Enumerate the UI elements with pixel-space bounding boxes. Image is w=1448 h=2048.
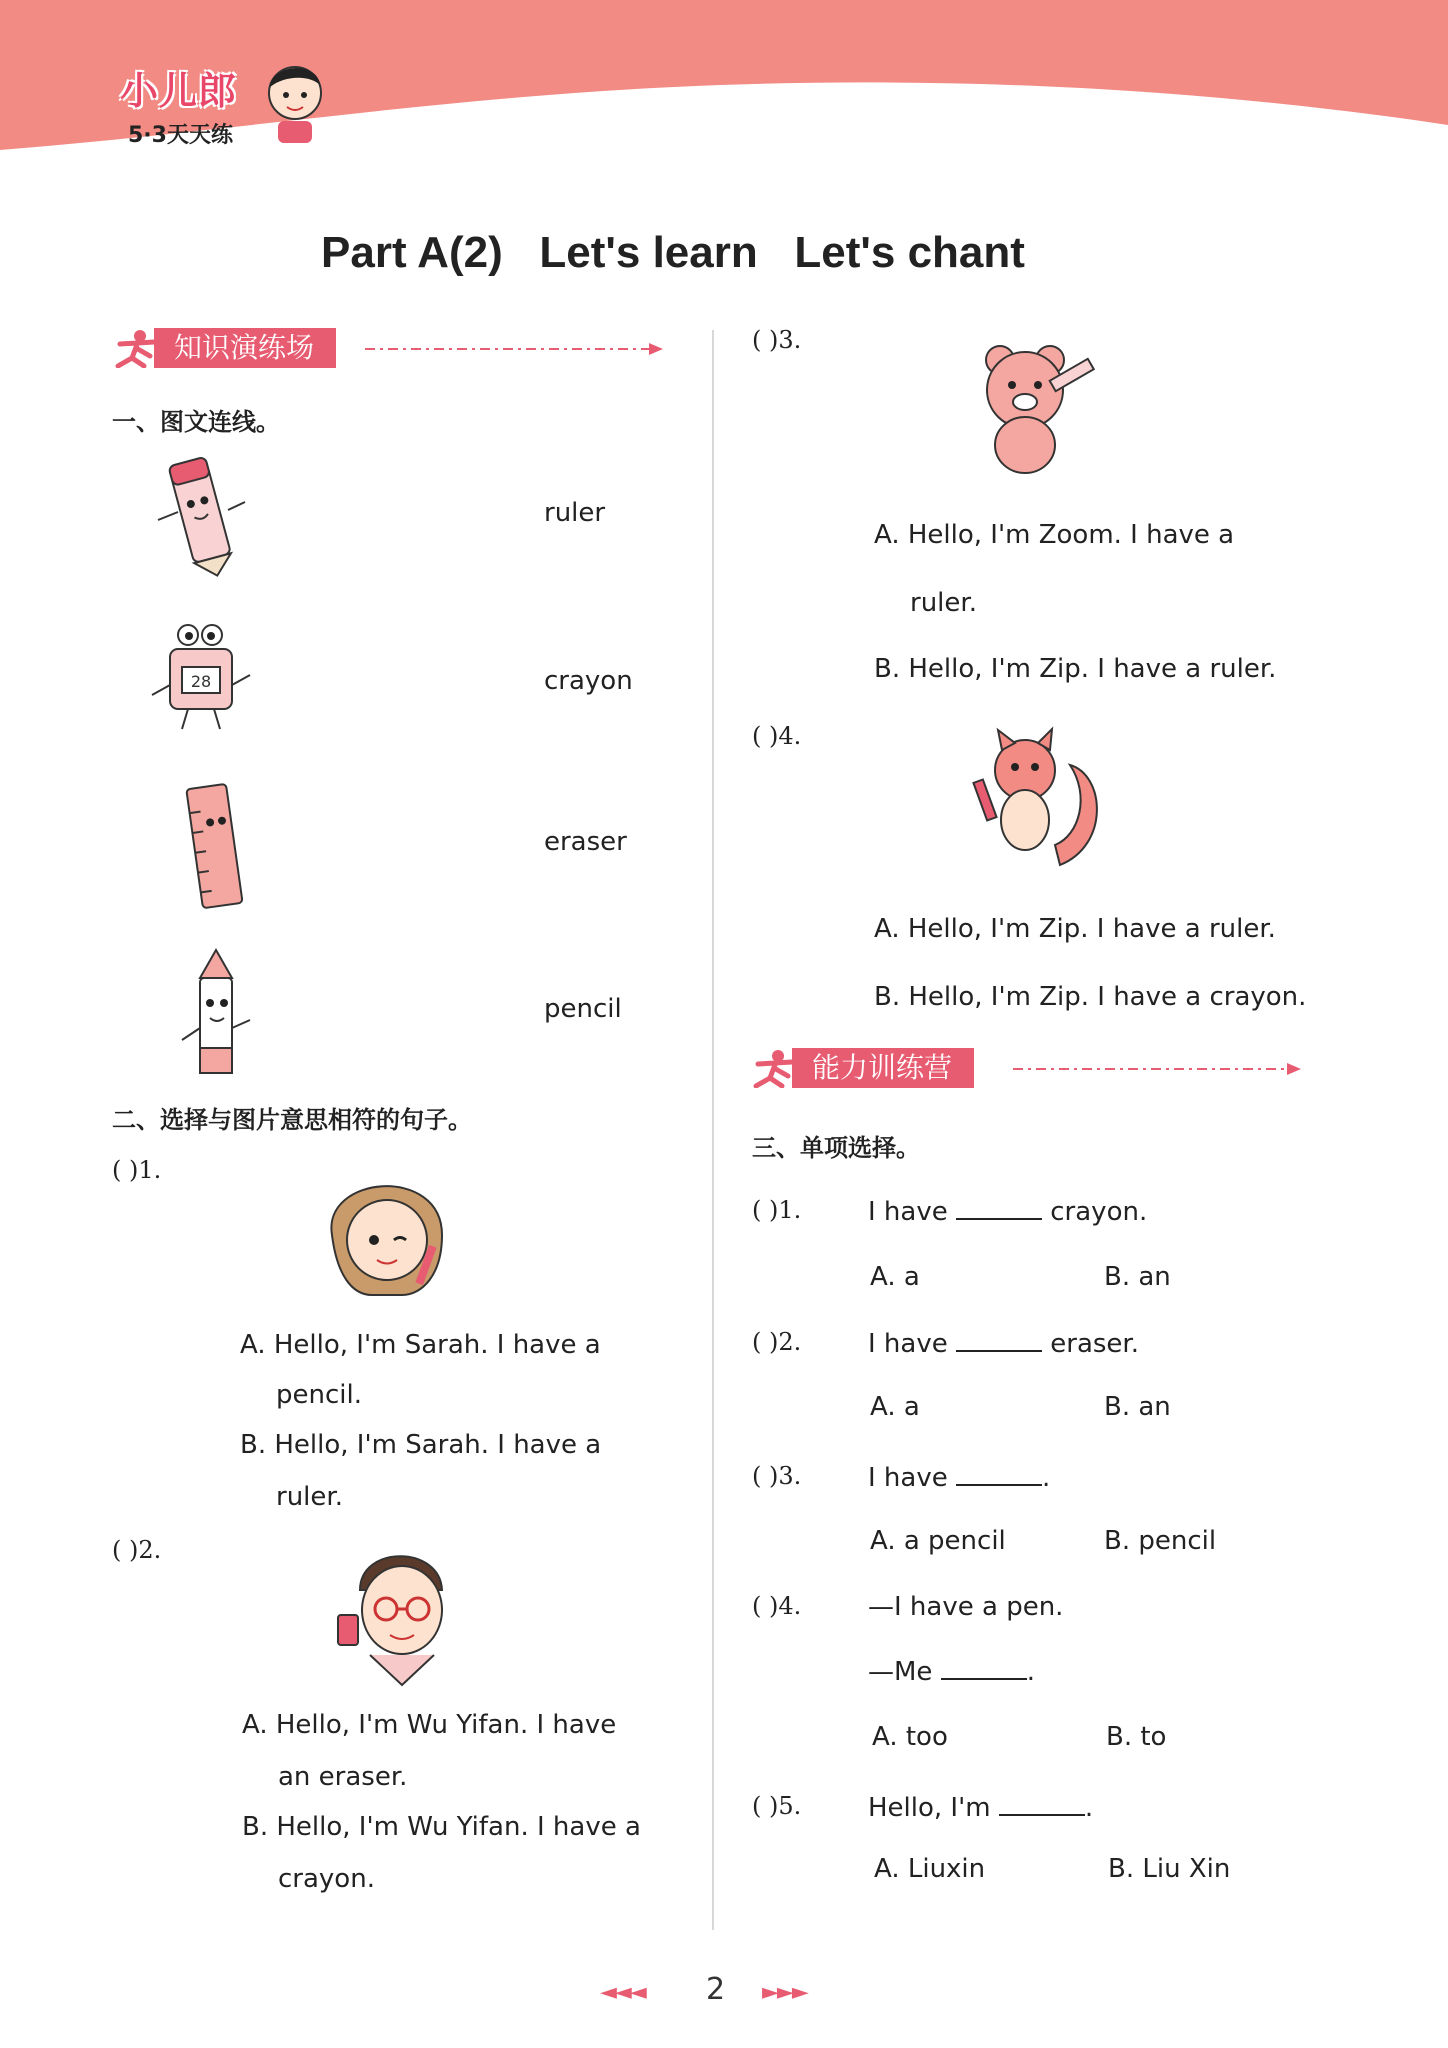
sarah-girl-icon — [312, 1155, 462, 1305]
part2-q1-option-b-line1: B. Hello, I'm Sarah. I have a — [240, 1430, 602, 1460]
part3-heading: 三、单项选择。 — [752, 1134, 920, 1162]
part3-q3-number: ( )3. — [752, 1462, 802, 1490]
part2-q1-option-a-line1: A. Hello, I'm Sarah. I have a — [240, 1330, 601, 1360]
part3-q5-option-b: B. Liu Xin — [1108, 1854, 1231, 1884]
part2-q1-option-a-line2: pencil. — [276, 1380, 362, 1410]
page-number: 2 — [706, 1972, 726, 2007]
ruler-character-icon — [170, 780, 260, 920]
part2-q3-option-a-line1: A. Hello, I'm Zoom. I have a — [874, 520, 1235, 550]
crayon-character-icon — [170, 948, 260, 1088]
part3-q4-line2 — [868, 1656, 1035, 1687]
match-word-crayon: crayon — [544, 666, 633, 696]
svg-text:28: 28 — [190, 672, 212, 691]
part3-q3-stem-post: . — [1042, 1463, 1051, 1493]
part3-q4-line2-post: . — [1026, 1657, 1035, 1687]
section-banner-practice — [110, 328, 670, 368]
part3-q1-option-a: A. a — [870, 1262, 920, 1292]
part3-q2-option-b: B. an — [1104, 1392, 1171, 1422]
part3-q5-number: ( )5. — [752, 1792, 802, 1820]
zoom-bear-icon — [950, 330, 1100, 480]
mascot-boy-icon — [260, 55, 330, 145]
part3-q2-stem-pre: I have — [868, 1329, 948, 1359]
part3-q1-stem-post: crayon. — [1050, 1197, 1148, 1227]
part2-heading: 二、选择与图片意思相符的句子。 — [112, 1106, 472, 1134]
part3-q5-stem-post: . — [1084, 1793, 1094, 1823]
part3-q1-stem — [868, 1196, 1147, 1227]
brand-series: 5·3天天练 — [128, 123, 233, 148]
answer-blank[interactable] — [956, 1328, 1042, 1352]
brand-logo-text: 小儿郎 — [120, 69, 238, 113]
part2-q2-option-a-line1: A. Hello, I'm Wu Yifan. I have — [242, 1710, 617, 1740]
prev-arrows-icon: ◄◄◄ — [600, 1980, 645, 2005]
part3-q4-number: ( )4. — [752, 1592, 802, 1620]
part3-q3-option-b: B. pencil — [1104, 1526, 1217, 1556]
part3-q5-stem-pre: Hello, I'm — [868, 1793, 991, 1823]
part3-q3-stem-pre: I have — [868, 1463, 948, 1493]
part2-q1-option-b-line2: ruler. — [276, 1482, 343, 1512]
part3-q3-option-a: A. a pencil — [870, 1526, 1006, 1556]
part2-q2-option-b-line2: crayon. — [278, 1864, 375, 1894]
part2-q3-option-b: B. Hello, I'm Zip. I have a ruler. — [874, 654, 1277, 684]
part1-heading: 一、图文连线。 — [112, 408, 280, 436]
pencil-character-icon — [150, 450, 250, 580]
part2-q2-option-b-line1: B. Hello, I'm Wu Yifan. I have a — [242, 1812, 641, 1842]
part3-q4-stem: —I have a pen. — [868, 1592, 1064, 1622]
match-word-pencil: pencil — [544, 994, 622, 1024]
part2-q2-number: ( )2. — [112, 1536, 162, 1564]
part3-q1-option-b: B. an — [1104, 1262, 1171, 1292]
part2-q4-option-a: A. Hello, I'm Zip. I have a ruler. — [874, 914, 1276, 944]
part2-q1-number: ( )1. — [112, 1156, 162, 1184]
part2-q2-option-a-line2: an eraser. — [278, 1762, 408, 1792]
answer-blank[interactable] — [956, 1462, 1042, 1486]
part3-q1-number: ( )1. — [752, 1196, 802, 1224]
part3-q1-stem-pre: I have — [868, 1197, 948, 1227]
part3-q2-option-a: A. a — [870, 1392, 920, 1422]
runner-icon — [110, 328, 160, 368]
runner-icon — [748, 1048, 798, 1088]
section-banner-label: 能力训练营 — [792, 1048, 974, 1088]
part3-q2-stem-post: eraser. — [1050, 1329, 1139, 1359]
part3-q4-option-a: A. too — [872, 1722, 948, 1752]
answer-blank[interactable] — [956, 1196, 1042, 1220]
dashed-arrow-icon — [365, 342, 665, 356]
match-word-ruler: ruler — [544, 498, 606, 528]
next-arrows-icon: ►►► — [762, 1980, 807, 2005]
part2-q4-number: ( )4. — [752, 722, 802, 750]
part3-q4-option-b: B. to — [1106, 1722, 1167, 1752]
part3-q2-number: ( )2. — [752, 1328, 802, 1356]
wu-yifan-boy-icon — [330, 1535, 470, 1695]
zip-squirrel-icon — [960, 725, 1110, 875]
part3-q2-stem — [868, 1328, 1139, 1359]
answer-blank[interactable] — [941, 1656, 1027, 1680]
part3-q4-line2-pre: —Me — [868, 1657, 933, 1687]
part2-q4-option-b: B. Hello, I'm Zip. I have a crayon. — [874, 982, 1307, 1012]
eraser-character-icon — [148, 615, 258, 735]
part2-q3-option-a-line2: ruler. — [910, 588, 977, 618]
page-title: Part A(2) Let's learn Let's chant — [321, 228, 1025, 277]
column-divider — [712, 330, 714, 1930]
answer-blank[interactable] — [999, 1792, 1085, 1816]
part3-q5-option-a: A. Liuxin — [874, 1854, 986, 1884]
section-banner-label: 知识演练场 — [154, 328, 336, 368]
section-banner-ability — [748, 1048, 1308, 1088]
part3-q5-stem — [868, 1792, 1093, 1823]
part3-q3-stem — [868, 1462, 1050, 1493]
match-word-eraser: eraser — [544, 827, 627, 857]
part2-q3-number: ( )3. — [752, 326, 802, 354]
dashed-arrow-icon — [1013, 1062, 1303, 1076]
